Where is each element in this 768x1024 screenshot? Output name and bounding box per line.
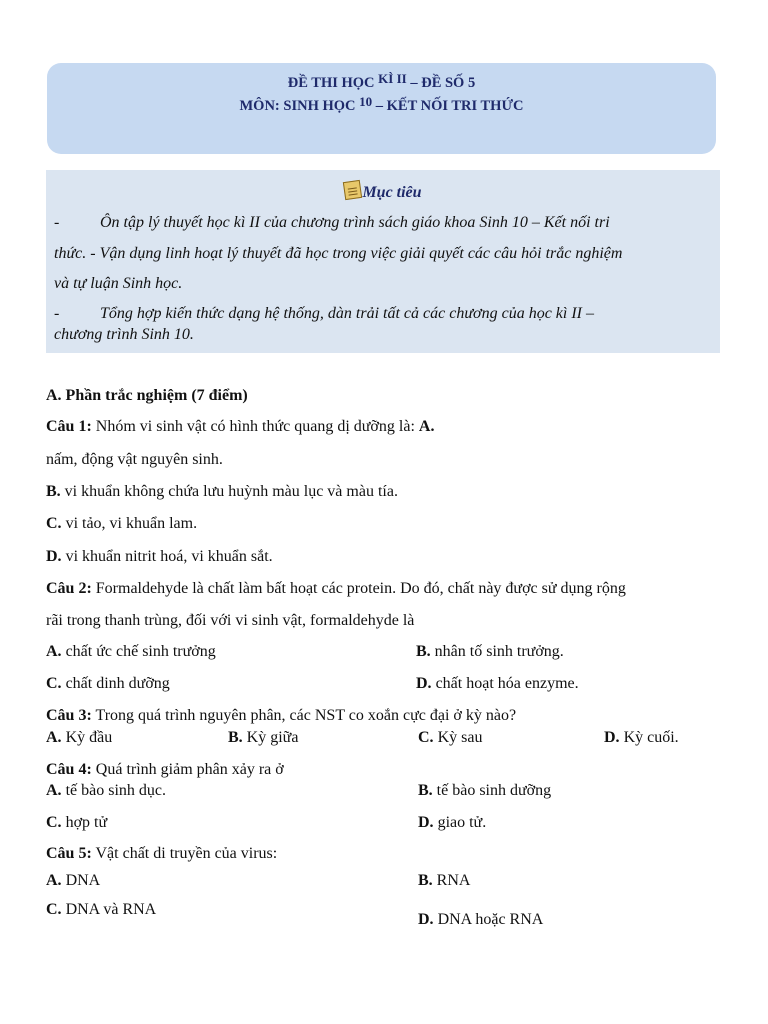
q1-option-c: C. vi tảo, vi khuẩn lam. bbox=[46, 515, 198, 532]
goal-line: và tự luận Sinh học. bbox=[54, 275, 183, 292]
q2-option-b: B. nhân tố sinh trưởng. bbox=[416, 643, 564, 660]
q5-option-b: B. RNA bbox=[418, 872, 471, 889]
note-icon bbox=[343, 180, 362, 200]
question-5: Câu 5: Vật chất di truyền của virus: bbox=[46, 845, 278, 862]
question-2-cont: rãi trong thanh trùng, đối với vi sinh vật, formaldehyde là bbox=[46, 612, 415, 629]
q3-option-c: C. Kỳ sau bbox=[418, 729, 483, 746]
goals-title: Mục tiêu bbox=[46, 181, 720, 202]
q5-option-c: C. DNA và RNA bbox=[46, 901, 157, 918]
goals-box bbox=[46, 170, 720, 353]
exam-header bbox=[47, 63, 716, 154]
q4-option-c: C. hợp tử bbox=[46, 814, 108, 831]
q3-option-b: B. Kỳ giữa bbox=[228, 729, 299, 746]
q4-option-d: D. giao tử. bbox=[418, 814, 487, 831]
exam-title: ĐỀ THI HỌC $^{KÌ II}$ – ĐỀ SỐ 5 bbox=[287, 71, 476, 91]
q3-option-d: D. Kỳ cuối. bbox=[604, 729, 679, 746]
goal-line: chương trình Sinh 10. bbox=[54, 326, 194, 343]
q2-option-a: A. chất ức chế sinh trưởng bbox=[46, 643, 216, 660]
q4-option-b: B. tế bào sinh dưỡng bbox=[418, 782, 552, 799]
goal-line: - Ôn tập lý thuyết học kì II của chương trình sách giáo khoa Sinh 10 – Kết nối tri bbox=[54, 214, 610, 231]
q3-option-a: A. Kỳ đầu bbox=[46, 729, 113, 746]
q2-option-c: C. chất dinh dưỡng bbox=[46, 675, 170, 692]
section-a-title: A. Phần trắc nghiệm (7 điểm) bbox=[46, 387, 248, 404]
question-3: Câu 3: Trong quá trình nguyên phân, các NST co xoắn cực đại ở kỳ nào? bbox=[46, 707, 517, 724]
q5-option-a: A. DNA bbox=[46, 872, 101, 889]
question-2: Câu 2: Formaldehyde là chất làm bất hoạt các protein. Do đó, chất này được sử dụng rộng bbox=[46, 580, 626, 597]
q2-option-d: D. chất hoạt hóa enzyme. bbox=[416, 675, 579, 692]
q5-option-d: D. DNA hoặc RNA bbox=[418, 911, 544, 928]
question-4: Câu 4: Quá trình giảm phân xảy ra ở bbox=[46, 761, 284, 778]
goal-line: - Tổng hợp kiến thức dạng hệ thống, dàn trải tất cả các chương của học kì II – bbox=[54, 305, 594, 322]
q1-option-d: D. vi khuẩn nitrit hoá, vi khuẩn sắt. bbox=[46, 548, 273, 565]
question-1: Câu 1: Nhóm vi sinh vật có hình thức quang dị dưỡng là: A. bbox=[46, 418, 435, 435]
goal-line: thức. - Vận dụng linh hoạt lý thuyết đã học trong việc giải quyết các câu hỏi trắc nghiệm bbox=[54, 245, 623, 262]
q1-option-a: nấm, động vật nguyên sinh. bbox=[46, 451, 223, 468]
q4-option-a: A. tế bào sinh dục. bbox=[46, 782, 166, 799]
q1-option-b: B. vi khuẩn không chứa lưu huỳnh màu lục và màu tía. bbox=[46, 483, 398, 500]
exam-subject: MÔN: SINH HỌC $^{10}$ – KẾT NỐI TRI THỨC bbox=[239, 94, 524, 114]
